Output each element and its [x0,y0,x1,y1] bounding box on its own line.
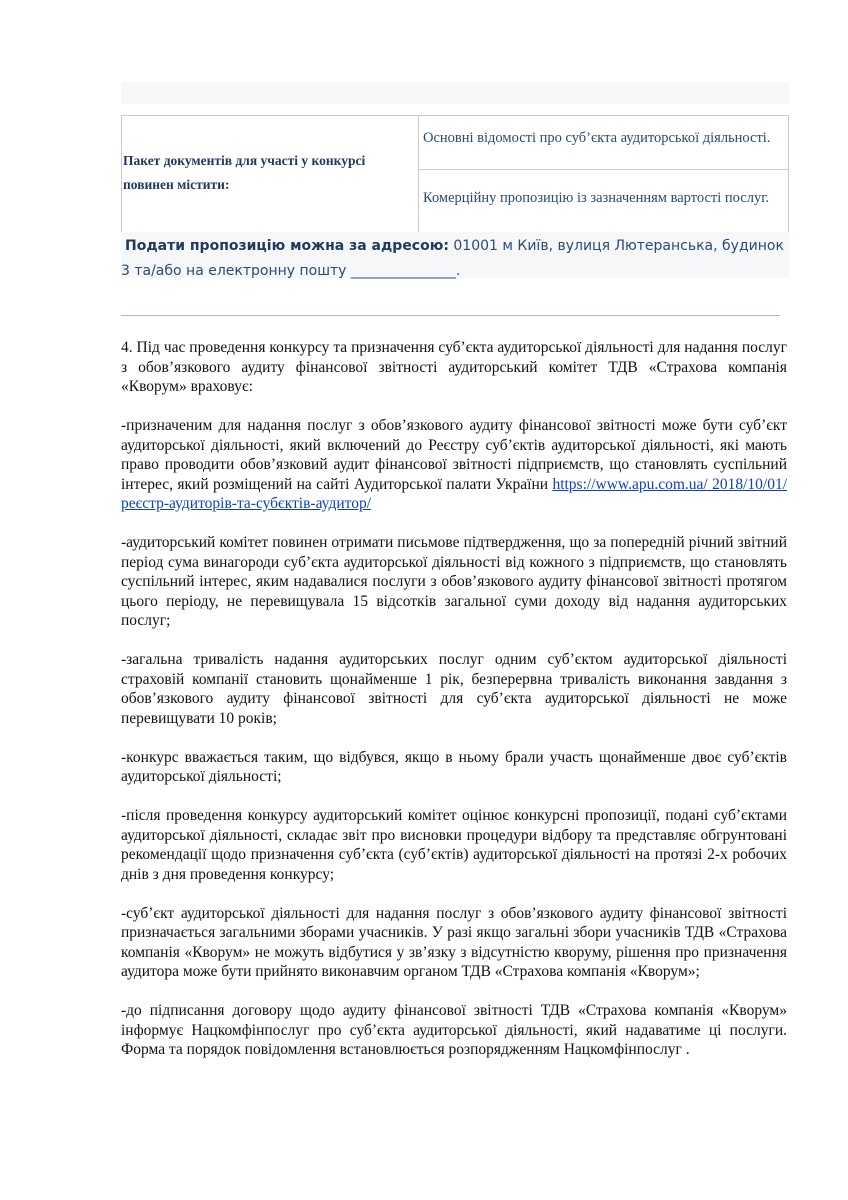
address-text: 01001 м Київ, вулиця Лютеранська, будинок 3 та/або на електронну пошту _______________. [121,238,784,279]
paragraph-notification: -до підписання договору щодо аудиту фінансової звітності ТДВ «Страхова компанія «Кворум» інформує Нацкомфінпослуг про суб’єкта аудиторської діяльності, який надаватиме ці послуги. Форма та порядок повідомлення встановлюється розпорядженням Нацкомфінпослуг . [121,1002,787,1058]
submission-address [121,234,787,284]
paragraph-registry [121,416,787,514]
main-body [121,338,787,1079]
registry-text: -призначеним для надання послуг з обов’язкового аудиту фінансової звітності може бути суб’єкт аудиторської діяльності, який включений до Реєстру суб’єктів аудиторської діяльності, які мають право проводити обов’язковий аудит фінансової звітності підприємств, що становлять суспільний інтерес, який розміщений на сайті Аудиторської палати України [121,417,787,493]
paragraph-duration: -загальна тривалість надання аудиторських послуг одним суб’єктом аудиторської діяльності страховій компанії становить щонайменше 1 рік, безперервна тривалість виконання завдання з обов’язкового аудиту фінансової звітності для суб’єкта аудиторської діяльності не може перевищувати 10 років; [121,651,787,727]
package-item-basic-info: Основні відомості про суб’єкта аудиторської діяльності. [419,116,789,170]
horizontal-divider [121,315,780,316]
package-label-cell: Пакет документів для участі у конкурсі повинен містити: [122,116,419,236]
paragraph-fee-confirmation: -аудиторський комітет повинен отримати письмове підтвердження, що за попередній річний звітний період сума винагороди суб’єкта аудиторської діяльності від кожного з підприємств, що становлять суспільний інтерес, яким надавалися послуги з обов’язкового аудиту фінансової звітності протягом цього періоду, не перевищувала 15 відсотків загальної суми доходу від надання аудиторських послуг; [121,534,787,629]
paragraph-contest-valid: -конкурс вважається таким, що відбувся, якщо в ньому брали участь щонайменше двоє суб’єктів аудиторської діяльності; [121,748,787,785]
paragraph-appointment: -суб’єкт аудиторської діяльності для надання послуг з обов’язкового аудиту фінансової звітності призначається загальними зборами учасників. У разі якщо загальні збори учасників ТДВ «Страхова компанія «Кворум» не можуть відбутися у зв’язку з відсутністю кворуму, рішення про призначення аудитора може бути прийнято виконавчим органом ТДВ «Страхова компанія «Кворум»; [121,904,787,980]
registry-link[interactable]: https://www.apu.com.ua/ 2018/10/01/реєстр-аудиторів-та-субєктів-аудитор/ [121,475,787,512]
document-package-table [121,115,789,236]
top-shaded-bar [121,82,789,104]
package-item-commercial-offer: Комерційну пропозицію із зазначенням вартості послуг. [419,170,789,236]
address-label: Подати пропозицію можна за адресою: [125,238,449,254]
paragraph-intro: 4. Під час проведення конкурсу та призначення суб’єкта аудиторської діяльності для надання послуг з обов’язкового аудиту фінансової звітності аудиторський комітет ТДВ «Страхова компанія «Кворум» враховує: [121,339,787,395]
paragraph-evaluation: -після проведення конкурсу аудиторський комітет оцінює конкурсні пропозиції, подані суб’єктами аудиторської діяльності, складає звіт про висновки процедури відбору та представляє обгрунтовані рекомендації щодо призначення суб’єкта (суб’єктів) аудиторської діяльності на протязі 2-х робочих днів з дня проведення конкурсу; [121,807,787,883]
